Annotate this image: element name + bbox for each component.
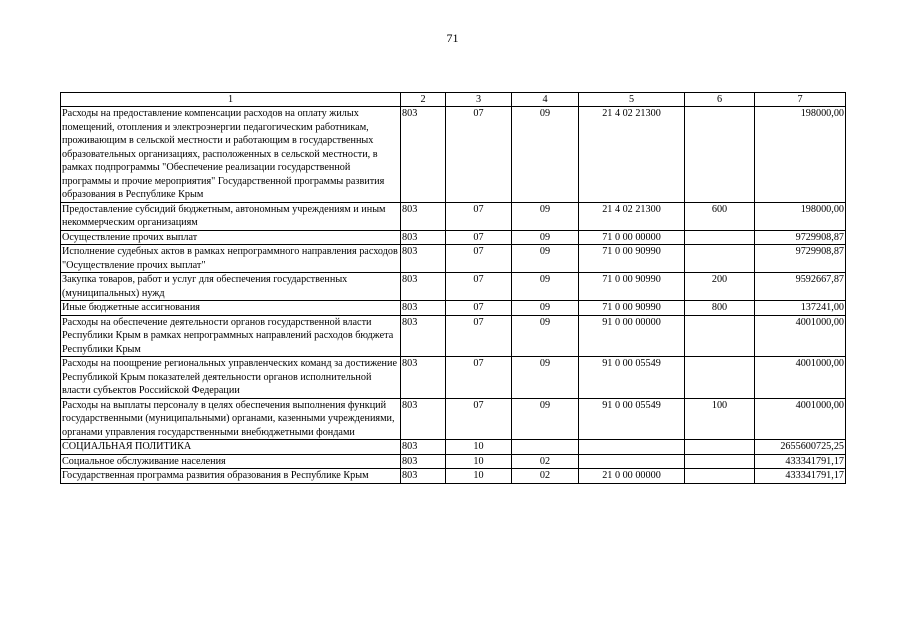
row-code-3: 07 [446,315,512,357]
table-row [61,315,846,357]
row-code-2: 803 [401,301,446,316]
row-code-5: 21 0 00 00000 [579,469,685,484]
row-name: Иные бюджетные ассигнования [61,301,401,316]
row-code-6: 600 [685,202,755,230]
row-code-5: 21 4 02 21300 [579,107,685,203]
row-code-5: 71 0 00 90990 [579,301,685,316]
header-cell: 5 [579,93,685,107]
row-code-3: 07 [446,273,512,301]
row-code-2: 803 [401,440,446,455]
row-code-5: 91 0 00 05549 [579,398,685,440]
row-code-6 [685,469,755,484]
header-cell: 7 [755,93,846,107]
table-row [61,273,846,301]
row-code-6 [685,107,755,203]
row-code-3: 07 [446,398,512,440]
row-code-3: 07 [446,245,512,273]
row-name: Расходы на обеспечение деятельности органов государственной власти Республики Крым в рамках непрограммных направлений расходов бюджета Республики Крым [61,315,401,357]
row-name: Государственная программа развития образования в Республике Крым [61,469,401,484]
row-code-2: 803 [401,398,446,440]
row-name: Расходы на поощрение региональных управленческих команд за достижение Республикой Крым показателей деятельности органов исполнительной власти субъектов Российской Федерации [61,357,401,399]
row-code-4: 09 [512,301,579,316]
row-code-3: 10 [446,454,512,469]
row-amount: 2655600725,25 [755,440,846,455]
row-code-4: 09 [512,202,579,230]
row-name: Социальное обслуживание населения [61,454,401,469]
table-row [61,454,846,469]
row-code-2: 803 [401,454,446,469]
row-amount: 9592667,87 [755,273,846,301]
row-name: Осуществление прочих выплат [61,230,401,245]
header-cell: 4 [512,93,579,107]
row-code-2: 803 [401,357,446,399]
row-name: Расходы на выплаты персоналу в целях обеспечения выполнения функций государственными (муниципальными) органами, казенными учреждениями, органами управления государственными внебюджетными фондами [61,398,401,440]
row-code-2: 803 [401,230,446,245]
header-cell: 2 [401,93,446,107]
row-code-6 [685,440,755,455]
row-amount: 9729908,87 [755,245,846,273]
row-code-5: 71 0 00 90990 [579,245,685,273]
row-code-3: 07 [446,357,512,399]
page-number: 71 [446,31,459,45]
row-code-2: 803 [401,202,446,230]
table-row [61,469,846,484]
row-code-3: 10 [446,440,512,455]
row-code-4: 09 [512,357,579,399]
table-row [61,107,846,203]
row-code-4: 09 [512,107,579,203]
row-amount: 198000,00 [755,107,846,203]
row-code-4: 09 [512,273,579,301]
row-code-6 [685,454,755,469]
row-code-6: 800 [685,301,755,316]
row-code-4: 02 [512,454,579,469]
row-code-6: 200 [685,273,755,301]
row-code-3: 10 [446,469,512,484]
row-code-5 [579,440,685,455]
table-row [61,357,846,399]
row-amount: 9729908,87 [755,230,846,245]
row-code-5: 71 0 00 00000 [579,230,685,245]
row-code-2: 803 [401,315,446,357]
row-code-5: 91 0 00 05549 [579,357,685,399]
table-row [61,245,846,273]
row-code-5 [579,454,685,469]
row-code-2: 803 [401,273,446,301]
row-code-4: 09 [512,245,579,273]
row-code-6 [685,245,755,273]
row-code-5: 71 0 00 90990 [579,273,685,301]
row-code-5: 91 0 00 00000 [579,315,685,357]
row-code-3: 07 [446,107,512,203]
row-code-6 [685,315,755,357]
row-code-6 [685,230,755,245]
row-name: Исполнение судебных актов в рамках непрограммного направления расходов "Осуществление прочих выплат" [61,245,401,273]
header-cell: 6 [685,93,755,107]
table-header-row [61,93,846,107]
row-code-3: 07 [446,301,512,316]
table-row [61,398,846,440]
row-amount: 198000,00 [755,202,846,230]
table-row [61,230,846,245]
budget-table [60,92,846,484]
row-code-3: 07 [446,202,512,230]
row-code-4: 09 [512,230,579,245]
row-amount: 433341791,17 [755,469,846,484]
row-amount: 137241,00 [755,301,846,316]
row-amount: 4001000,00 [755,357,846,399]
table-row [61,440,846,455]
row-code-3: 07 [446,230,512,245]
row-code-2: 803 [401,245,446,273]
table-row [61,301,846,316]
row-code-6 [685,357,755,399]
row-amount: 4001000,00 [755,398,846,440]
row-code-6: 100 [685,398,755,440]
row-code-4: 02 [512,469,579,484]
row-code-2: 803 [401,469,446,484]
header-cell: 3 [446,93,512,107]
row-code-4: 09 [512,315,579,357]
row-code-4: 09 [512,398,579,440]
table-row [61,202,846,230]
row-code-5: 21 4 02 21300 [579,202,685,230]
row-name: Предоставление субсидий бюджетным, автономным учреждениям и иным некоммерческим организациям [61,202,401,230]
row-name: Расходы на предоставление компенсации расходов на оплату жилых помещений, отопления и электроэнергии педагогическим работникам, проживающим в сельской местности и работающим в государственных образовательных организациях, расположенных в сельской местности, в рамках подпрограммы "Обеспечение реализации государственной программы и прочие мероприятия" Государственной программы развития образования в Республике Крым [61,107,401,203]
header-cell: 1 [61,93,401,107]
row-code-2: 803 [401,107,446,203]
row-name: Закупка товаров, работ и услуг для обеспечения государственных (муниципальных) нужд [61,273,401,301]
row-amount: 433341791,17 [755,454,846,469]
row-name: СОЦИАЛЬНАЯ ПОЛИТИКА [61,440,401,455]
row-amount: 4001000,00 [755,315,846,357]
row-code-4 [512,440,579,455]
